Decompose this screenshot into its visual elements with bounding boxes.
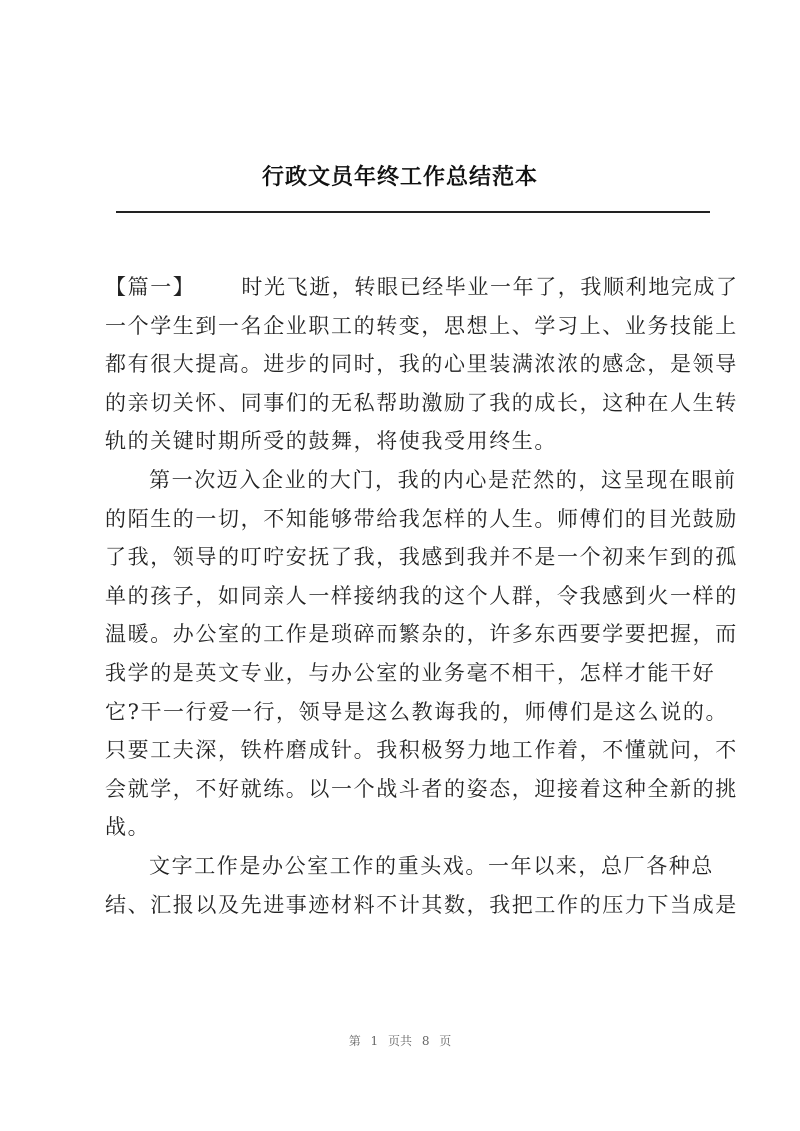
paragraph-line: 文字工作是办公室工作的重头戏。一年以来，总厂各种总	[149, 853, 714, 878]
paragraph-line: 温暖。办公室的工作是琐碎而繁杂的，许多东西要学要把握，而	[105, 622, 738, 647]
paragraph-line: 都有很大提高。进步的同时，我的心里装满浓浓的感念，是领导	[105, 352, 738, 377]
paragraph-line: 结、汇报以及先进事迹材料不计其数，我把工作的压力下当成是	[105, 892, 738, 917]
section-label: 【篇一】	[105, 275, 196, 299]
paragraph-line: 我学的是英文专业，与办公室的业务毫不相干，怎样才能干好	[105, 660, 716, 685]
paragraph-line: 第一次迈入企业的大门，我的内心是茫然的，这呈现在眼前	[149, 467, 737, 492]
paragraph-line: 的亲切关怀、同事们的无私帮助激励了我的成长，这种在人生转	[105, 390, 738, 415]
paragraph-line: 轨的关键时期所受的鼓舞，将使我受用终生。	[105, 429, 557, 454]
title-divider	[116, 211, 710, 213]
paragraph-line: 一个学生到一名企业职工的转变，思想上、学习上、业务技能上	[105, 313, 738, 338]
paragraph-line: 战。	[105, 815, 151, 840]
paragraph-line: 只要工夫深，铁杵磨成针。我积极努力地工作着，不懂就问，不	[105, 738, 738, 763]
paragraph-line: 单的孩子，如同亲人一样接纳我的这个人群，令我感到火一样的	[105, 583, 738, 608]
paragraph-line: 的陌生的一切，不知能够带给我怎样的人生。师傅们的目光鼓励	[105, 506, 738, 531]
document-body	[105, 268, 739, 924]
paragraph-line: 了我，领导的叮咛安抚了我，我感到我并不是一个初来乍到的孤	[105, 545, 738, 570]
paragraph-line: 【篇一】 时光飞逝，转眼已经毕业一年了，我顺利地完成了	[105, 275, 739, 299]
page-number-footer: 第 1 页共 8 页	[348, 1034, 452, 1048]
document-title: 行政文员年终工作总结范本	[261, 164, 538, 190]
paragraph-line: 会就学，不好就练。以一个战斗者的姿态，迎接着这种全新的挑	[105, 776, 738, 801]
paragraph-line: 它?干一行爱一行，领导是这么教诲我的，师傅们是这么说的。	[105, 699, 729, 724]
